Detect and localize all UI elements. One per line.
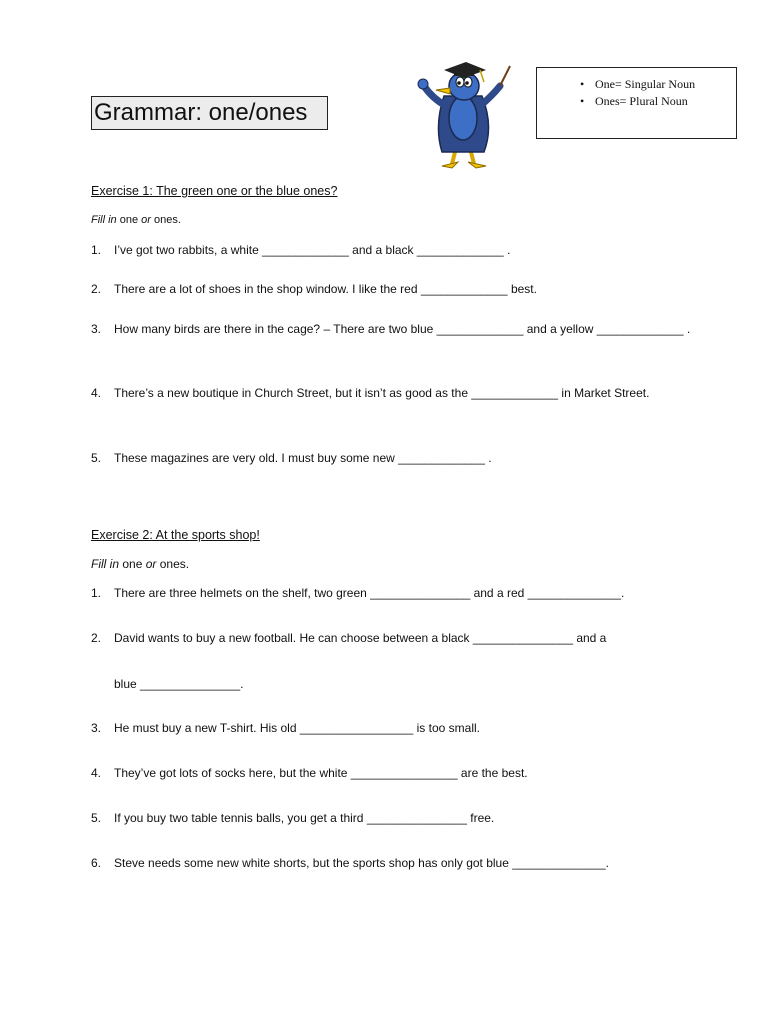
worksheet-title: Grammar: one/ones	[91, 96, 328, 130]
bird-professor-mascot-icon	[414, 56, 514, 170]
exercise1-instruction: Fill in one or ones.	[91, 214, 181, 226]
exercise2-question-4: 4. They’ve got lots of socks here, but the white ________________ are the best.	[91, 766, 528, 780]
note-item: • One= Singular Noun	[580, 77, 696, 91]
bullet-icon: •	[580, 77, 585, 91]
exercise2-question-2: 2. David wants to buy a new football. He can choose between a black _______________ and a	[91, 631, 607, 645]
exercise2-title: Exercise 2: At the sports shop!	[91, 528, 260, 542]
exercise2-question-3: 3. He must buy a new T-shirt. His old _________________ is too small.	[91, 721, 480, 735]
note-item: • Ones= Plural Noun	[580, 94, 688, 108]
exercise1-question-1: 1. I’ve got two rabbits, a white _____________ and a black _____________ .	[91, 243, 511, 257]
exercise1-title: Exercise 1: The green one or the blue ones?	[91, 184, 338, 198]
exercise2-question-1: 1. There are three helmets on the shelf, two green _______________ and a red ______________.	[91, 586, 625, 600]
exercise2-question-5: 5. If you buy two table tennis balls, you get a third _______________ free.	[91, 811, 495, 825]
bullet-icon: •	[580, 94, 585, 108]
exercise1-question-5: 5. These magazines are very old. I must buy some new _____________ .	[91, 451, 492, 465]
exercise2-question-2-continued: blue _______________.	[114, 677, 244, 691]
exercise2-instruction: Fill in one or ones.	[91, 557, 190, 571]
exercise1-question-2: 2. There are a lot of shoes in the shop window. I like the red _____________ best.	[91, 282, 537, 296]
exercise1-question-4: 4. There’s a new boutique in Church Street, but it isn’t as good as the _____________ in Market Street.	[91, 386, 650, 400]
exercise2-question-6: 6. Steve needs some new white shorts, but the sports shop has only got blue ______________.	[91, 856, 609, 870]
exercise1-question-3: 3. How many birds are there in the cage? – There are two blue _____________ and a yellow _____________ .	[91, 322, 691, 336]
notes-box	[536, 67, 737, 139]
